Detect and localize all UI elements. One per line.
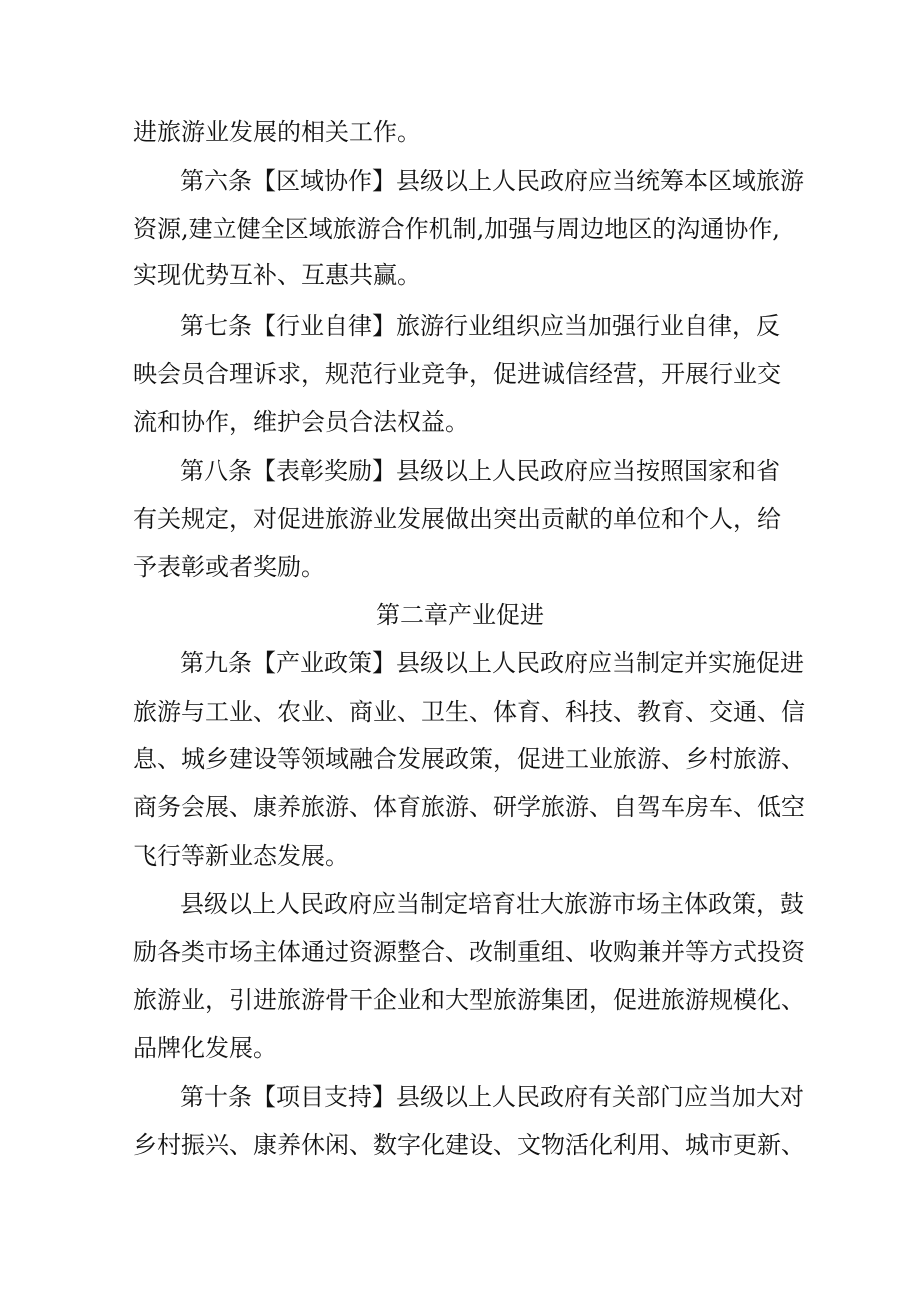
text-line: 予表彰或者奖励。 (133, 553, 325, 581)
text-line: 旅游与工业、农业、商业、卫生、体育、科技、教育、交通、信 (133, 698, 805, 726)
chapter-heading: 第二章产业促进 (376, 601, 544, 629)
text-line: 资源,建立健全区域旅游合作机制,加强与周边地区的沟通协作, (133, 215, 780, 243)
text-line: 乡村振兴、康养休闲、数字化建设、文物活化利用、城市更新、 (133, 1131, 805, 1159)
text-line: 励各类市场主体通过资源整合、改制重组、收购兼并等方式投资 (133, 938, 805, 966)
text-line: 进旅游业发展的相关工作。 (133, 118, 421, 146)
article-7-heading-line: 第七条【行业自律】旅游行业组织应当加强行业自律，反 (180, 312, 780, 340)
article-10-heading-line: 第十条【项目支持】县级以上人民政府有关部门应当加大对 (180, 1083, 804, 1111)
text-line: 飞行等新业态发展。 (133, 842, 349, 870)
text-line: 实现优势互补、互惠共赢。 (133, 261, 421, 289)
text-line: 息、城乡建设等领域融合发展政策，促进工业旅游、乡村旅游、 (133, 745, 805, 773)
text-line: 品牌化发展。 (133, 1034, 277, 1062)
text-line: 映会员合理诉求，规范行业竞争，促进诚信经营，开展行业交 (133, 360, 781, 388)
text-line: 有关规定，对促进旅游业发展做出突出贡献的单位和个人，给 (133, 505, 781, 533)
text-line: 商务会展、康养旅游、体育旅游、研学旅游、自驾车房车、低空 (133, 793, 805, 821)
text-line: 流和协作，维护会员合法权益。 (133, 408, 469, 436)
text-line: 旅游业，引进旅游骨干企业和大型旅游集团，促进旅游规模化、 (133, 986, 805, 1014)
article-8-heading-line: 第八条【表彰奖励】县级以上人民政府应当按照国家和省 (180, 457, 780, 485)
paragraph-first-line: 县级以上人民政府应当制定培育壮大旅游市场主体政策，鼓 (180, 890, 804, 918)
article-9-heading-line: 第九条【产业政策】县级以上人民政府应当制定并实施促进 (180, 649, 804, 677)
article-6-heading-line: 第六条【区域协作】县级以上人民政府应当统筹本区域旅游 (180, 167, 804, 195)
